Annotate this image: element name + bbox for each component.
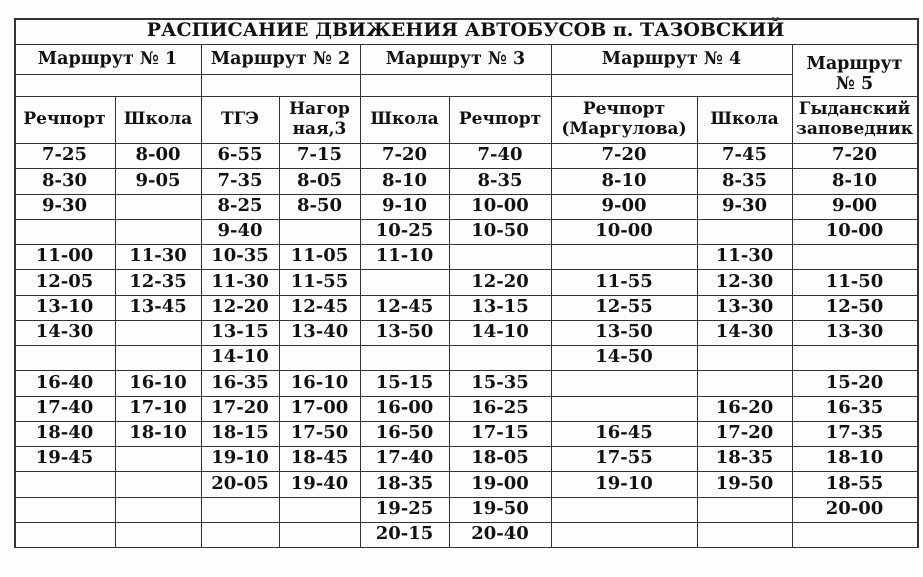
grid-line xyxy=(14,547,917,548)
grid-line xyxy=(697,96,698,547)
time-cell: 10-50 xyxy=(471,220,529,242)
time-cell: 15-35 xyxy=(471,371,529,393)
time-cell xyxy=(115,194,201,219)
grid-line xyxy=(14,320,917,321)
grid-line xyxy=(917,18,919,548)
time-cell: 20-05 xyxy=(211,472,269,494)
time-cell: 17-15 xyxy=(471,422,529,444)
time-cell xyxy=(551,370,697,395)
time-cell: 19-10 xyxy=(595,472,653,494)
route-header-4: Маршрут № 4 xyxy=(601,48,742,69)
time-cell: 8-30 xyxy=(41,169,88,191)
time-cell xyxy=(14,219,115,244)
stop-header: Школа xyxy=(370,108,439,129)
grid-line xyxy=(14,295,917,296)
time-cell: 11-55 xyxy=(290,270,349,292)
time-cell xyxy=(279,219,360,244)
time-cell: 20-00 xyxy=(825,497,884,519)
time-cell xyxy=(697,370,792,395)
grid-line xyxy=(14,370,917,371)
time-cell: 12-20 xyxy=(471,270,529,292)
time-cell: 18-05 xyxy=(471,447,529,469)
time-cell xyxy=(449,345,551,370)
grid-line xyxy=(551,44,552,547)
time-cell: 10-00 xyxy=(471,194,529,216)
time-cell: 20-40 xyxy=(471,523,529,545)
time-cell: 19-40 xyxy=(290,472,349,494)
time-cell: 19-00 xyxy=(471,472,529,494)
time-cell: 18-35 xyxy=(375,472,434,494)
time-cell xyxy=(551,497,697,522)
grid-line xyxy=(14,269,917,270)
time-cell: 16-10 xyxy=(290,371,349,393)
time-cell xyxy=(115,446,201,471)
time-cell: 17-40 xyxy=(35,396,94,418)
time-cell: 18-45 xyxy=(290,447,349,469)
route-header-3: Маршрут № 3 xyxy=(385,48,526,69)
time-cell xyxy=(115,522,201,547)
time-cell: 6-55 xyxy=(217,144,263,166)
stop-header: Школа xyxy=(123,108,193,129)
grid-line xyxy=(115,96,116,547)
time-cell xyxy=(115,471,201,496)
time-cell: 19-50 xyxy=(471,497,529,519)
time-cell xyxy=(115,497,201,522)
stop-header: Гыданский заповедник xyxy=(796,98,913,139)
time-cell: 11-30 xyxy=(129,245,187,267)
time-cell: 12-45 xyxy=(375,295,434,317)
time-cell: 11-55 xyxy=(595,270,653,292)
grid-line xyxy=(14,471,917,472)
time-cell: 7-35 xyxy=(217,169,263,191)
grid-line xyxy=(14,345,917,346)
time-cell: 8-25 xyxy=(217,194,263,216)
time-cell xyxy=(279,522,360,547)
grid-line xyxy=(14,446,917,447)
time-cell: 8-50 xyxy=(296,194,343,216)
time-cell: 14-10 xyxy=(211,346,269,368)
time-cell xyxy=(279,345,360,370)
time-cell xyxy=(449,244,551,269)
grid-line xyxy=(14,421,917,422)
time-cell: 20-15 xyxy=(375,523,434,545)
time-cell: 8-35 xyxy=(477,169,523,191)
time-cell: 18-40 xyxy=(35,422,94,444)
time-cell: 19-25 xyxy=(375,497,434,519)
time-cell: 18-10 xyxy=(129,422,187,444)
time-cell: 18-55 xyxy=(825,472,884,494)
time-cell: 13-45 xyxy=(129,295,187,317)
stop-header: Речпорт (Маргулова) xyxy=(561,98,687,139)
time-cell: 16-50 xyxy=(375,422,434,444)
time-cell: 8-00 xyxy=(135,144,181,166)
time-cell: 7-15 xyxy=(296,144,343,166)
time-cell: 8-05 xyxy=(296,169,343,191)
time-cell: 14-30 xyxy=(715,321,774,343)
grid-line xyxy=(449,96,450,547)
time-cell: 16-20 xyxy=(715,396,774,418)
time-cell: 13-15 xyxy=(471,295,529,317)
time-cell xyxy=(360,269,449,294)
time-cell: 8-10 xyxy=(381,169,428,191)
time-cell: 18-35 xyxy=(715,447,774,469)
time-cell: 10-35 xyxy=(211,245,269,267)
grid-line xyxy=(14,244,917,245)
time-cell: 10-00 xyxy=(595,220,653,242)
time-cell: 11-10 xyxy=(375,245,434,267)
stop-header: Нагор ная,3 xyxy=(289,98,350,139)
time-cell: 12-05 xyxy=(35,270,94,292)
time-cell: 7-40 xyxy=(477,144,523,166)
time-cell: 17-00 xyxy=(290,396,349,418)
time-cell: 10-25 xyxy=(375,220,434,242)
time-cell xyxy=(551,244,697,269)
time-cell xyxy=(115,320,201,345)
time-cell: 11-00 xyxy=(35,245,94,267)
time-cell: 7-20 xyxy=(831,144,878,166)
grid-line xyxy=(14,143,917,144)
time-cell: 19-45 xyxy=(35,447,94,469)
time-cell: 11-30 xyxy=(211,270,269,292)
time-cell: 13-40 xyxy=(290,321,349,343)
time-cell: 17-20 xyxy=(715,422,774,444)
grid-line xyxy=(14,219,917,220)
time-cell: 13-15 xyxy=(211,321,269,343)
time-cell: 13-50 xyxy=(375,321,434,343)
time-cell: 13-30 xyxy=(715,295,774,317)
time-cell xyxy=(551,396,697,421)
time-cell: 13-30 xyxy=(825,321,884,343)
time-cell: 18-10 xyxy=(825,447,884,469)
time-cell xyxy=(115,219,201,244)
time-cell: 7-20 xyxy=(381,144,428,166)
time-cell: 13-50 xyxy=(595,321,653,343)
time-cell xyxy=(279,497,360,522)
time-cell: 9-40 xyxy=(217,220,263,242)
time-cell: 17-10 xyxy=(129,396,187,418)
time-cell xyxy=(201,522,279,547)
grid-line xyxy=(14,396,917,397)
time-cell: 15-20 xyxy=(825,371,884,393)
grid-line xyxy=(14,497,917,498)
time-cell: 13-10 xyxy=(35,295,94,317)
time-cell: 12-35 xyxy=(129,270,187,292)
time-cell xyxy=(360,345,449,370)
time-cell: 16-00 xyxy=(375,396,434,418)
time-cell xyxy=(697,497,792,522)
time-cell: 12-20 xyxy=(211,295,269,317)
time-cell: 9-30 xyxy=(41,194,88,216)
time-cell: 11-05 xyxy=(290,245,349,267)
time-cell: 8-10 xyxy=(831,169,878,191)
time-cell: 7-20 xyxy=(601,144,647,166)
time-cell: 16-45 xyxy=(595,422,653,444)
grid-line xyxy=(14,74,792,75)
time-cell: 8-10 xyxy=(601,169,647,191)
time-cell xyxy=(697,219,792,244)
time-cell xyxy=(792,244,917,269)
time-cell: 9-05 xyxy=(135,169,181,191)
time-cell: 19-50 xyxy=(715,472,774,494)
time-cell xyxy=(551,522,697,547)
time-cell xyxy=(201,497,279,522)
time-cell: 16-40 xyxy=(35,371,94,393)
time-cell xyxy=(792,345,917,370)
time-cell: 16-35 xyxy=(211,371,269,393)
time-cell: 14-10 xyxy=(471,321,529,343)
route-header-2: Маршрут № 2 xyxy=(210,48,351,69)
time-cell: 19-10 xyxy=(211,447,269,469)
time-cell: 16-25 xyxy=(471,396,529,418)
time-cell xyxy=(697,522,792,547)
time-cell xyxy=(792,522,917,547)
stop-header: Школа xyxy=(710,108,779,129)
time-cell: 17-40 xyxy=(375,447,434,469)
grid-line xyxy=(14,96,917,97)
time-cell xyxy=(115,345,201,370)
stop-header: Речпорт xyxy=(23,108,106,129)
time-cell: 7-25 xyxy=(41,144,88,166)
time-cell xyxy=(14,497,115,522)
time-cell xyxy=(14,471,115,496)
grid-line xyxy=(360,44,361,547)
time-cell: 10-00 xyxy=(825,220,884,242)
time-cell: 16-35 xyxy=(825,396,884,418)
grid-line xyxy=(14,44,917,45)
time-cell: 9-00 xyxy=(601,194,647,216)
time-cell: 11-30 xyxy=(715,245,774,267)
grid-line xyxy=(14,522,917,523)
grid-line xyxy=(792,44,793,547)
time-cell: 9-10 xyxy=(381,194,428,216)
time-cell: 16-10 xyxy=(129,371,187,393)
time-cell: 9-30 xyxy=(721,194,768,216)
time-cell: 14-30 xyxy=(35,321,94,343)
time-cell: 17-55 xyxy=(595,447,653,469)
grid-line xyxy=(14,18,917,20)
time-cell: 17-35 xyxy=(825,422,884,444)
time-cell: 17-50 xyxy=(290,422,349,444)
time-cell: 7-45 xyxy=(721,144,768,166)
schedule-title: РАСПИСАНИЕ ДВИЖЕНИЯ АВТОБУСОВ п. ТАЗОВСКИЙ xyxy=(146,19,785,42)
time-cell: 14-50 xyxy=(595,346,653,368)
time-cell: 18-15 xyxy=(211,422,269,444)
stop-header: Речпорт xyxy=(458,108,542,129)
grid-line xyxy=(14,194,917,195)
time-cell: 17-20 xyxy=(211,396,269,418)
time-cell xyxy=(697,345,792,370)
time-cell: 8-35 xyxy=(721,169,768,191)
time-cell: 12-45 xyxy=(290,295,349,317)
time-cell: 12-50 xyxy=(825,295,884,317)
time-cell: 12-30 xyxy=(715,270,774,292)
time-cell: 11-50 xyxy=(825,270,884,292)
time-cell: 9-00 xyxy=(831,194,878,216)
time-cell xyxy=(14,522,115,547)
time-cell xyxy=(14,345,115,370)
grid-line xyxy=(201,44,202,547)
route-header-5: Маршрут № 5 xyxy=(806,53,903,94)
grid-line xyxy=(279,96,280,547)
time-cell: 12-55 xyxy=(595,295,653,317)
stop-header: ТГЭ xyxy=(221,108,259,129)
grid-line xyxy=(14,18,16,548)
route-header-1: Маршрут № 1 xyxy=(37,48,178,69)
grid-line xyxy=(14,168,917,169)
time-cell: 15-15 xyxy=(375,371,434,393)
